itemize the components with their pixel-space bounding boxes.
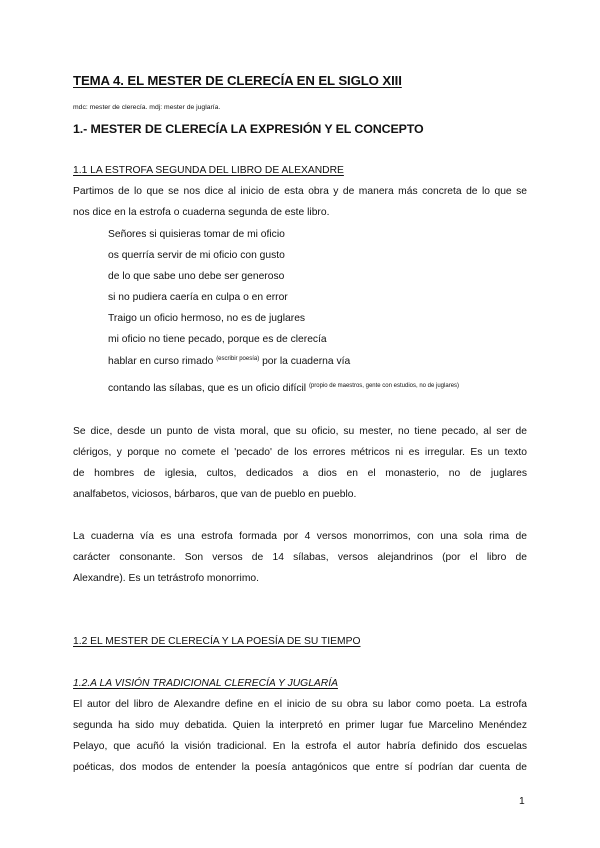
section-1-1-heading: 1.1 LA ESTROFA SEGUNDA DEL LIBRO DE ALEXANDRE: [73, 165, 344, 176]
section-1-heading: 1.- MESTER DE CLERECÍA LA EXPRESIÓN Y EL CONCEPTO: [73, 122, 424, 136]
section-1-2-a-heading: 1.2.A LA VISIÓN TRADICIONAL CLERECÍA Y JUGLARÍA: [73, 678, 338, 689]
verse-line: de lo que sabe uno debe ser generoso: [108, 271, 285, 282]
document-title: TEMA 4. EL MESTER DE CLERECÍA EN EL SIGLO XIII: [73, 73, 402, 88]
verse-line: mi oficio no tiene pecado, porque es de clerecía: [108, 334, 327, 345]
paragraph-line: El autor del libro de Alexandre define en el inicio de su obra su labor como poeta. La estrofa: [73, 699, 527, 710]
verse-text: por la cuaderna vía: [262, 356, 351, 367]
verse-line: si no pudiera caería en culpa o en error: [108, 292, 288, 303]
verse-note: (propio de maestros, gente con estudios, no de juglares): [308, 383, 460, 389]
paragraph-line: Alexandre). Es un tetrástrofo monorrimo.: [73, 573, 259, 584]
verse-line: [108, 383, 459, 394]
verse-line: [108, 356, 350, 367]
verse-line: Señores si quisieras tomar de mi oficio: [108, 229, 285, 240]
paragraph-line: clérigos, y porque no comete el 'pecado' de los errores métricos ni es irregular. Es un texto: [73, 447, 527, 458]
verse-line: Traigo un oficio hermoso, no es de juglares: [108, 313, 306, 324]
paragraph-line: La cuaderna vía es una estrofa formada por 4 versos monorrimos, con una sola rima de: [73, 531, 527, 542]
verse-note: (escribir poesía): [216, 356, 260, 362]
verse-text: contando las sílabas, que es un oficio difícil: [108, 383, 307, 394]
page-number: 1: [519, 796, 525, 807]
paragraph-line: analfabetos, viciosos, bárbaros, que van de pueblo en pueblo.: [73, 489, 357, 500]
paragraph-line: carácter consonante. Son versos de 14 sílabas, versos alejandrinos (por el libro de: [73, 552, 527, 563]
paragraph-line: Se dice, desde un punto de vista moral, que su oficio, su mester, no tiene pecado, al ser de: [73, 426, 527, 437]
section-1-2-heading: 1.2 EL MESTER DE CLERECÍA Y LA POESÍA DE SU TIEMPO: [73, 636, 361, 647]
paragraph-line: de hombres de iglesia, cultos, dedicados a dios en el monasterio, no de juglares: [73, 468, 527, 479]
paragraph-line: segunda ha sido muy debatida. Quien la interpretó en primer lugar fue Marcelino Menéndez: [73, 720, 527, 731]
abbreviations-note: mdc: mester de clerecía. mdj: mester de juglaría.: [73, 104, 221, 111]
intro-line: nos dice en la estrofa o cuaderna segunda de este libro.: [73, 207, 330, 218]
paragraph-line: Pelayo, que acuñó la visión tradicional. En la estrofa el autor habría definido dos escuelas: [73, 741, 527, 752]
paragraph-line: poéticas, dos modos de entender la poesía antagónicos que entre sí podrían dar cuenta de: [73, 762, 527, 773]
verse-line: os querría servir de mi oficio con gusto: [108, 250, 285, 261]
intro-line: Partimos de lo que se nos dice al inicio de esta obra y de manera más concreta de lo que se: [73, 186, 527, 197]
verse-text: hablar en curso rimado: [108, 356, 214, 367]
